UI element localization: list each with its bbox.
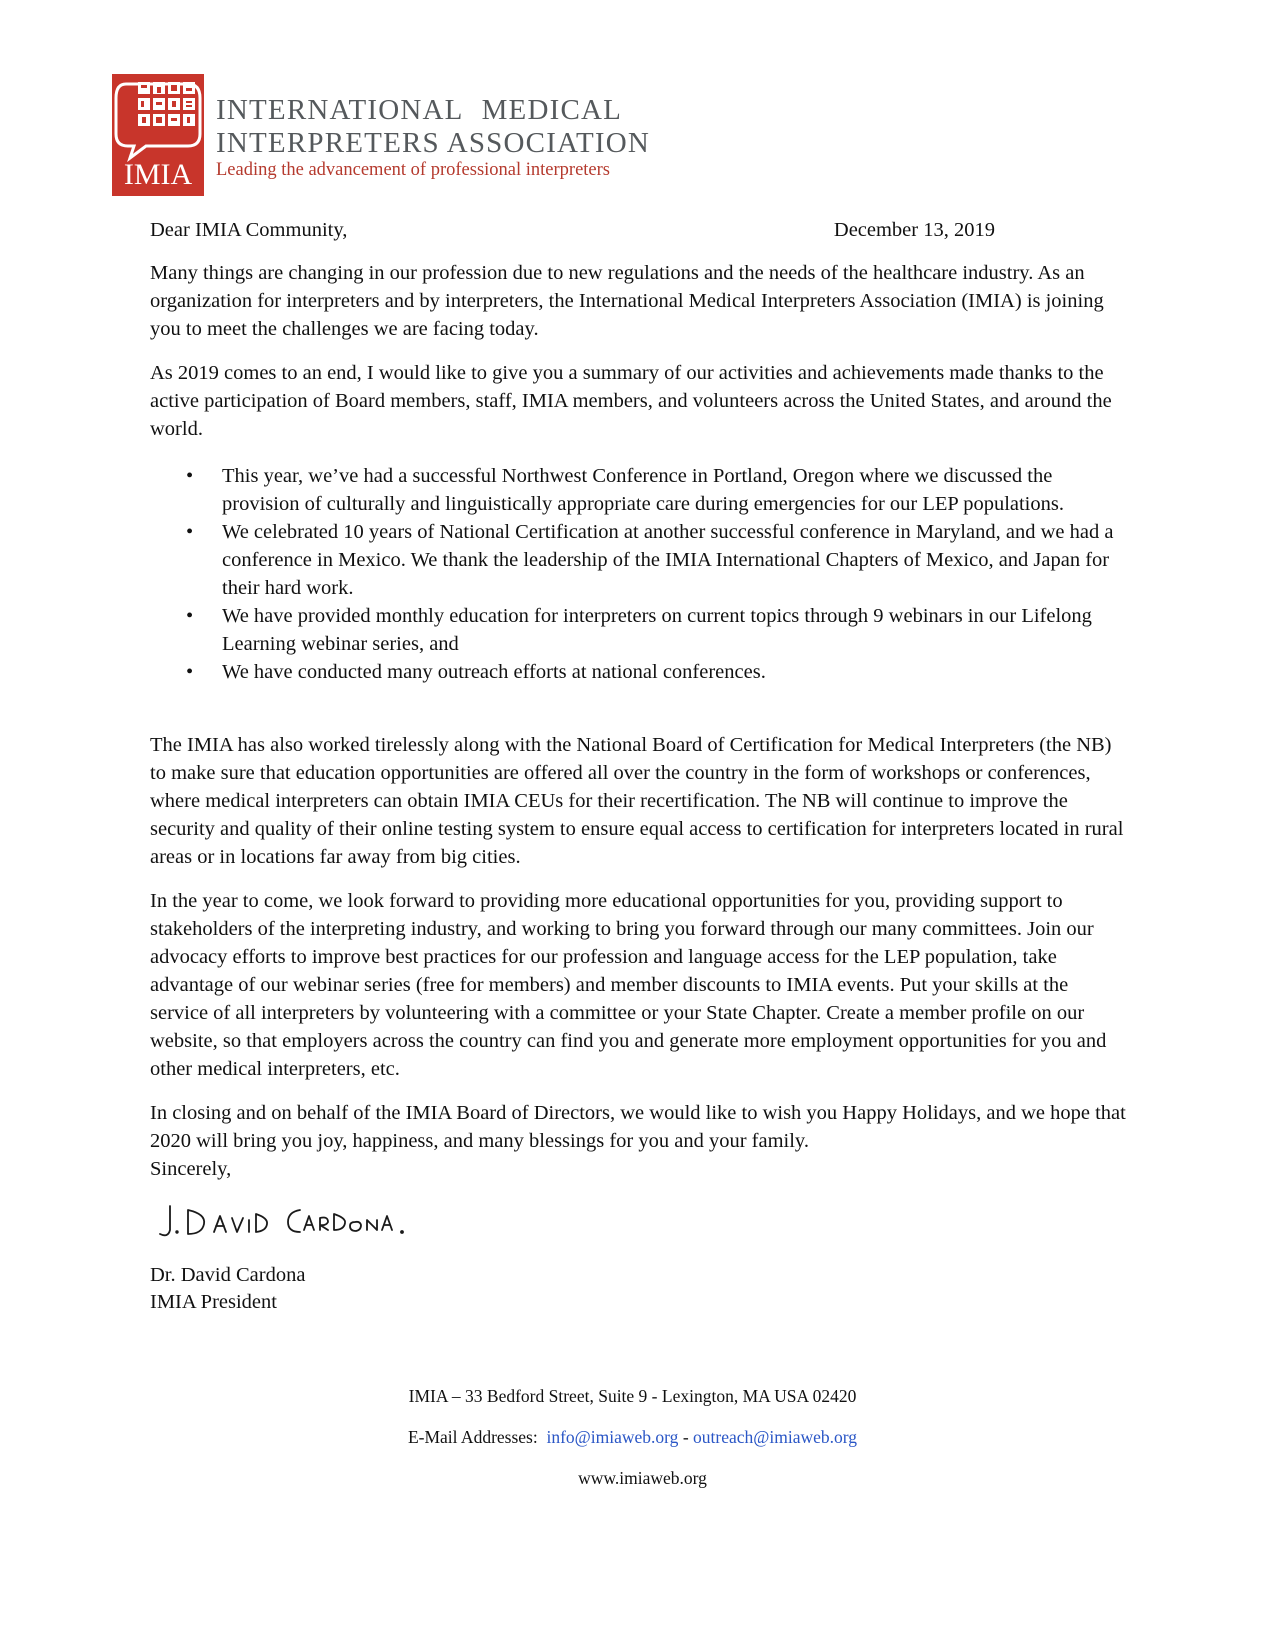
email-label: E-Mail Addresses: <box>407 1427 538 1447</box>
paragraph-5: In closing and on behalf of the IMIA Board of Directors, we would like to wish you Happy Holidays, and we hope that 2020 will bring you joy, happiness, and many blessings for you and your family. <box>150 1102 1126 1152</box>
signer-block <box>150 1262 305 1316</box>
email-separator: - <box>682 1427 689 1447</box>
footer-website[interactable]: www.imiaweb.org <box>578 1468 707 1488</box>
list-item: • We celebrated 10 years of National Certification at another successful conference in Maryland, and we had a conference in Mexico. We thank the leadership of the IMIA International Chapters of Mexico, and Japan for their hard work. <box>150 518 1130 602</box>
paragraph-2: As 2019 comes to an end, I would like to give you a summary of our activities and achievements made thanks to the active participation of Board members, staff, IMIA members, and volunteers across the United States, and around the world. <box>150 362 1112 440</box>
list-item: • We have provided monthly education for interpreters on current topics through 9 webinars in our Lifelong Learning webinar series, and <box>150 602 1130 658</box>
paragraph-3: The IMIA has also worked tirelessly along with the National Board of Certification for Medical Interpreters (the NB) to make sure that education opportunities are offered all over the country in the form of workshops or conferences, where medical interpreters can obtain IMIA CEUs for their recertification. The NB will continue to improve the security and quality of their online testing system to ensure equal access to certification for interpreters located in rural areas or in locations far away from big cities. <box>150 734 1124 868</box>
org-name-international: INTERNATIONAL <box>216 94 464 126</box>
handwritten-signature <box>150 1200 450 1245</box>
org-block <box>216 94 650 181</box>
signer-name: Dr. David Cardona <box>150 1264 306 1286</box>
tagline: Leading the advancement of professional interpreters <box>216 160 610 180</box>
logo-wordmark: IMIA <box>123 158 193 191</box>
closing: Sincerely, <box>150 1158 232 1180</box>
signer-title: IMIA President <box>150 1291 277 1313</box>
footer-address: IMIA – 33 Bedford Street, Suite 9 - Lexington, MA USA 02420 <box>408 1386 857 1406</box>
footer-emails <box>0 1426 1270 1448</box>
paragraph-1: Many things are changing in our profession due to new regulations and the needs of the healthcare industry. As an organization for interpreters and by interpreters, the International Medical Interpreters Association (IMIA) is joining you to meet the challenges we are facing today. <box>150 262 1104 340</box>
email-link-outreach[interactable]: outreach@imiaweb.org <box>693 1427 858 1447</box>
email-link-info[interactable]: info@imiaweb.org <box>546 1427 679 1447</box>
list-item: • We have conducted many outreach efforts at national conferences. <box>150 658 1130 686</box>
salutation-row <box>150 216 995 244</box>
imia-logo <box>112 74 204 196</box>
org-name-line1 <box>216 94 650 127</box>
letter-date: December 13, 2019 <box>833 219 995 241</box>
org-name-medical: MEDICAL <box>481 94 623 126</box>
org-name-line2: INTERPRETERS ASSOCIATION <box>216 127 651 159</box>
salutation: Dear IMIA Community, <box>150 219 348 241</box>
letterhead <box>112 74 650 196</box>
achievements-list <box>150 462 1130 686</box>
paragraph-4: In the year to come, we look forward to providing more educational opportunities for you, providing support to stakeholders of the interpreting industry, and working to bring you forward through our many committees. Join our advocacy efforts to improve best practices for our profession and language access for the LEP population, take advantage of our webinar series (free for members) and member discounts to IMIA events. Put your skills at the service of all interpreters by volunteering with a committee or your State Chapter. Create a member profile on our website, so that employers across the country can find you and generate more employment opportunities for you and other medical interpreters, etc. <box>150 890 1107 1080</box>
list-item: • This year, we’ve had a successful Northwest Conference in Portland, Oregon where we discussed the provision of culturally and linguistically appropriate care during emergencies for our LEP populations. <box>150 462 1130 518</box>
